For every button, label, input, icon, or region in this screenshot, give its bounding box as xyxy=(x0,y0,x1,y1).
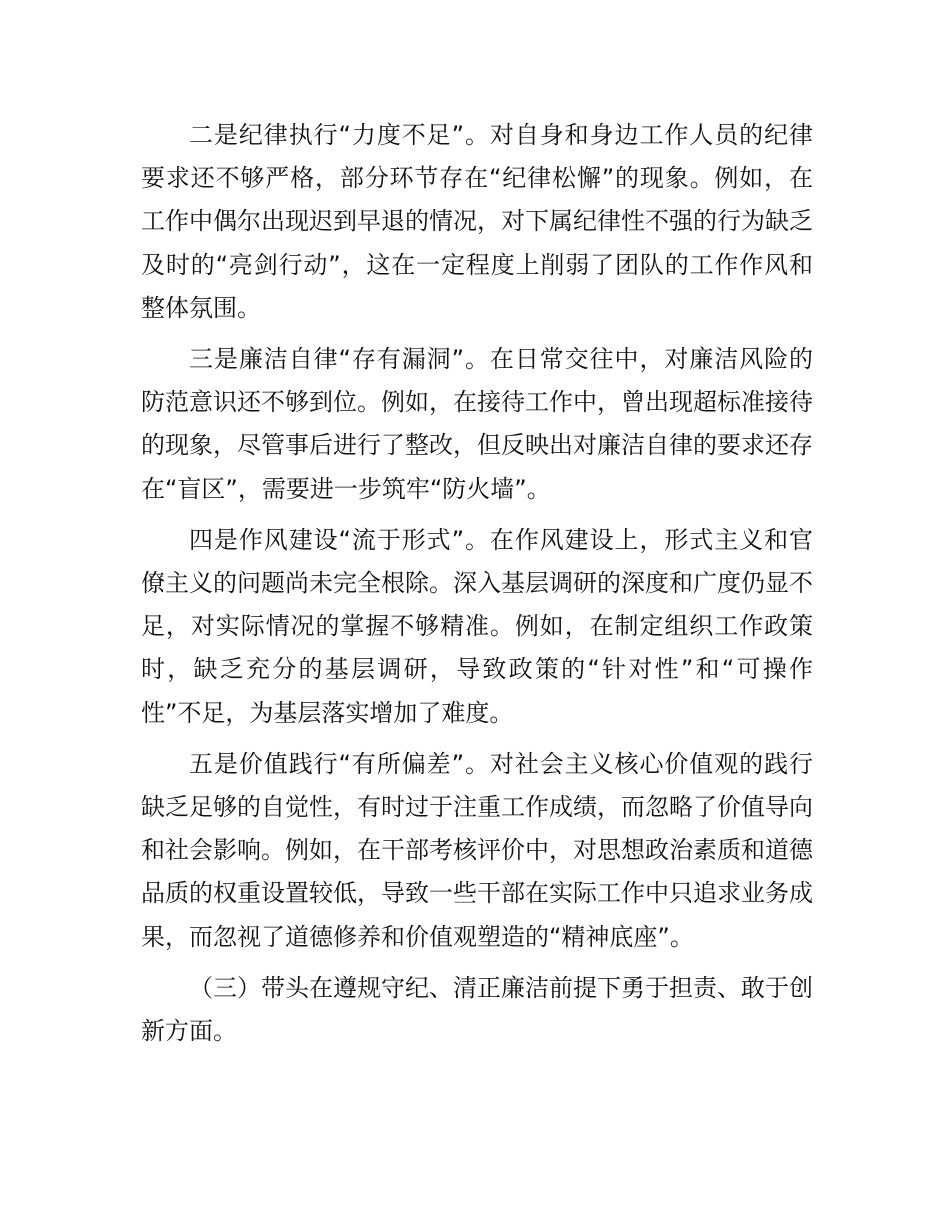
paragraph-discipline-enforcement: 二是纪律执行“力度不足”。对自身和身边工作人员的纪律要求还不够严格，部分环节存在“纪律松懈”的现象。例如，在工作中偶尔出现迟到早退的情况，对下属纪律性不强的行为缺乏及时的“亮剑行动”，这在一定程度上削弱了团队的工作作风和整体氛围。 xyxy=(141,121,813,322)
paragraph-integrity-self-discipline: 三是廉洁自律“存有漏洞”。在日常交往中，对廉洁风险的防范意识还不够到位。例如，在接待工作中，曾出现超标准接待的现象，尽管事后进行了整改，但反映出对廉洁自律的要求还存在“盲区”，需要进一步筑牢“防火墙”。 xyxy=(141,345,813,503)
document-body xyxy=(141,114,813,1061)
section-heading-three: （三）带头在遵规守纪、清正廉洁前提下勇于担责、敢于创新方面。 xyxy=(141,973,813,1046)
paragraph-work-style: 四是作风建设“流于形式”。在作风建设上，形式主义和官僚主义的问题尚未完全根除。深入基层调研的深度和广度仍显不足，对实际情况的掌握不够精准。例如，在制定组织工作政策时，缺乏充分的基层调研，导致政策的“针对性”和“可操作性”不足，为基层落实增加了难度。 xyxy=(141,525,813,727)
paragraph-value-practice: 五是价值践行“有所偏差”。对社会主义核心价值观的践行缺乏足够的自觉性，有时过于注重工作成绩，而忽略了价值导向和社会影响。例如，在干部考核评价中，对思想政治素质和道德品质的权重设置较低，导致一些干部在实际工作中只追求业务成果，而忽视了道德修养和价值观塑造的“精神底座”。 xyxy=(141,749,813,951)
